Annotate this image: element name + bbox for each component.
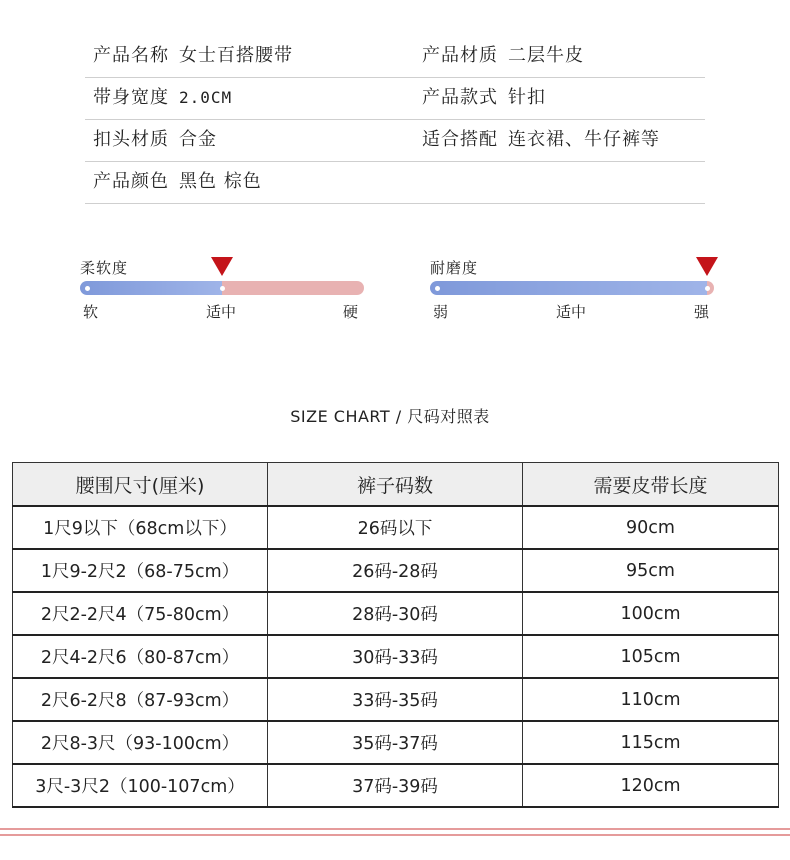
table-cell: 120cm [523, 764, 779, 807]
column-header: 腰围尺寸(厘米) [13, 463, 268, 507]
spec-label: 带身宽度 [93, 87, 169, 108]
spec-label: 适合搭配 [422, 129, 498, 150]
meter-tick-low: 弱 [433, 303, 449, 321]
table-cell: 1尺9-2尺2（68-75cm） [13, 549, 268, 592]
spec-label: 扣头材质 [93, 129, 169, 150]
table-row [13, 678, 779, 721]
table-cell: 2尺6-2尺8（87-93cm） [13, 678, 268, 721]
table-cell: 28码-30码 [268, 592, 523, 635]
spec-value: 连衣裙、牛仔裤等 [508, 129, 660, 150]
spec-row [85, 119, 705, 162]
table-row [13, 721, 779, 764]
table-cell: 30码-33码 [268, 635, 523, 678]
spec-value: 女士百搭腰带 [179, 45, 293, 66]
meter-level-dot [705, 286, 710, 291]
meter-title: 耐磨度 [430, 259, 479, 277]
spec-row [85, 35, 705, 78]
meter-bar [80, 281, 364, 295]
table-cell: 37码-39码 [268, 764, 523, 807]
table-cell: 33码-35码 [268, 678, 523, 721]
footer-divider [0, 828, 790, 830]
table-row [13, 506, 779, 549]
spec-value: 2.0CM [179, 88, 233, 107]
spec-value: 合金 [179, 129, 217, 150]
table-cell: 1尺9以下（68cm以下） [13, 506, 268, 549]
meter-title: 柔软度 [80, 259, 129, 277]
table-cell: 3尺-3尺2（100-107cm） [13, 764, 268, 807]
meter-start-dot [435, 286, 440, 291]
table-cell: 26码-28码 [268, 549, 523, 592]
size-chart-title: SIZE CHART / 尺码对照表 [290, 407, 490, 426]
table-cell: 95cm [523, 549, 779, 592]
table-row [13, 764, 779, 807]
spec-label: 产品款式 [422, 87, 498, 108]
table-cell: 90cm [523, 506, 779, 549]
table-cell: 2尺2-2尺4（75-80cm） [13, 592, 268, 635]
table-cell: 100cm [523, 592, 779, 635]
table-cell: 105cm [523, 635, 779, 678]
size-chart-table [12, 462, 779, 808]
spec-label: 产品名称 [93, 45, 169, 66]
column-header: 裤子码数 [268, 463, 523, 507]
meter-tick-high: 硬 [343, 303, 359, 321]
spec-value: 二层牛皮 [508, 45, 584, 66]
table-header-row [13, 463, 779, 507]
footer-divider [0, 834, 790, 836]
table-row [13, 592, 779, 635]
meter-tick-mid: 适中 [206, 303, 237, 321]
table-cell: 110cm [523, 678, 779, 721]
table-cell: 115cm [523, 721, 779, 764]
durability-meter [430, 257, 714, 327]
softness-meter [80, 257, 364, 327]
spec-label: 产品颜色 [93, 171, 169, 192]
spec-value: 黑色 棕色 [179, 171, 262, 192]
table-cell: 2尺4-2尺6（80-87cm） [13, 635, 268, 678]
spec-row [85, 161, 705, 204]
spec-label: 产品材质 [422, 45, 498, 66]
table-cell: 26码以下 [268, 506, 523, 549]
meter-tick-low: 软 [83, 303, 99, 321]
table-cell: 35码-37码 [268, 721, 523, 764]
table-row [13, 635, 779, 678]
spec-row [85, 77, 705, 120]
meter-tick-mid: 适中 [556, 303, 587, 321]
level-arrow-icon [696, 257, 718, 276]
meter-bar [430, 281, 714, 295]
table-row [13, 549, 779, 592]
level-arrow-icon [211, 257, 233, 276]
column-header: 需要皮带长度 [523, 463, 779, 507]
spec-value: 针扣 [508, 87, 546, 108]
meter-start-dot [85, 286, 90, 291]
table-cell: 2尺8-3尺（93-100cm） [13, 721, 268, 764]
meter-tick-high: 强 [694, 303, 710, 321]
meter-level-dot [220, 286, 225, 291]
